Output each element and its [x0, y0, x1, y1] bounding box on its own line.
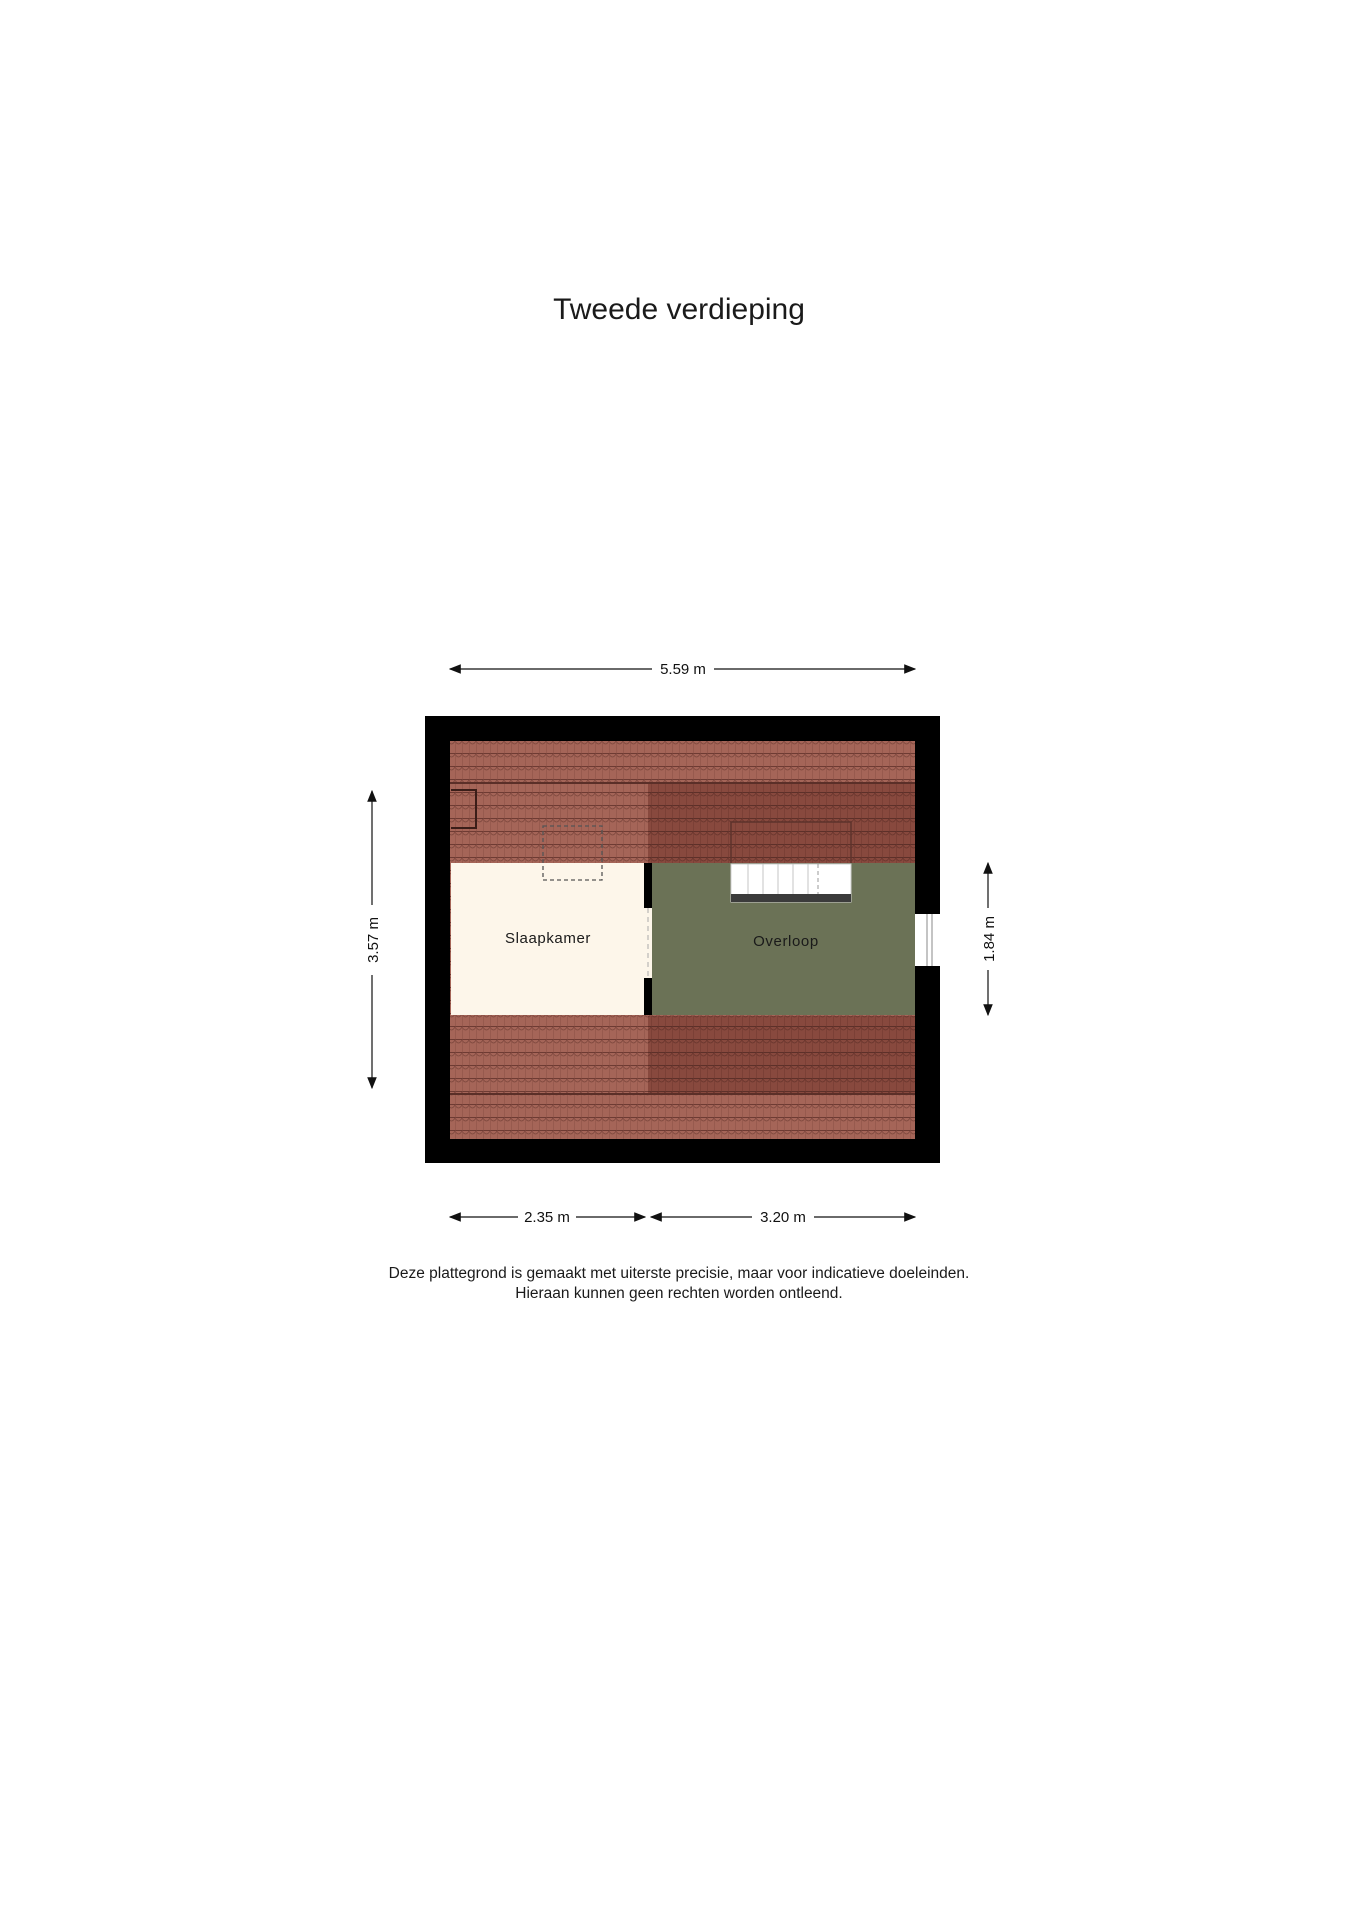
disclaimer-line-1: Deze plattegrond is gemaakt met uiterste precisie, maar voor indicatieve doeleinden.	[388, 1265, 970, 1282]
dim-right-label: 1.84 m	[981, 916, 998, 962]
dim-bottom-left-label: 2.35 m	[524, 1209, 570, 1226]
roof-shadow-top-right	[648, 783, 915, 863]
dim-bottom-right-label: 3.20 m	[760, 1209, 806, 1226]
stair-landing-edge	[731, 894, 851, 902]
bedroom-label: Slaapkamer	[504, 930, 592, 947]
landing-label: Overloop	[753, 933, 819, 950]
disclaimer	[0, 1264, 1358, 1304]
dim-left-label: 3.57 m	[365, 917, 382, 963]
dim-top-label: 5.59 m	[660, 661, 706, 678]
disclaimer-line-2: Hieraan kunnen geen rechten worden ontleend.	[515, 1285, 843, 1302]
roof-ridge-top	[450, 741, 915, 783]
roof-shadow-bottom-right	[648, 1016, 915, 1094]
floor-title: Tweede verdieping	[553, 293, 805, 326]
